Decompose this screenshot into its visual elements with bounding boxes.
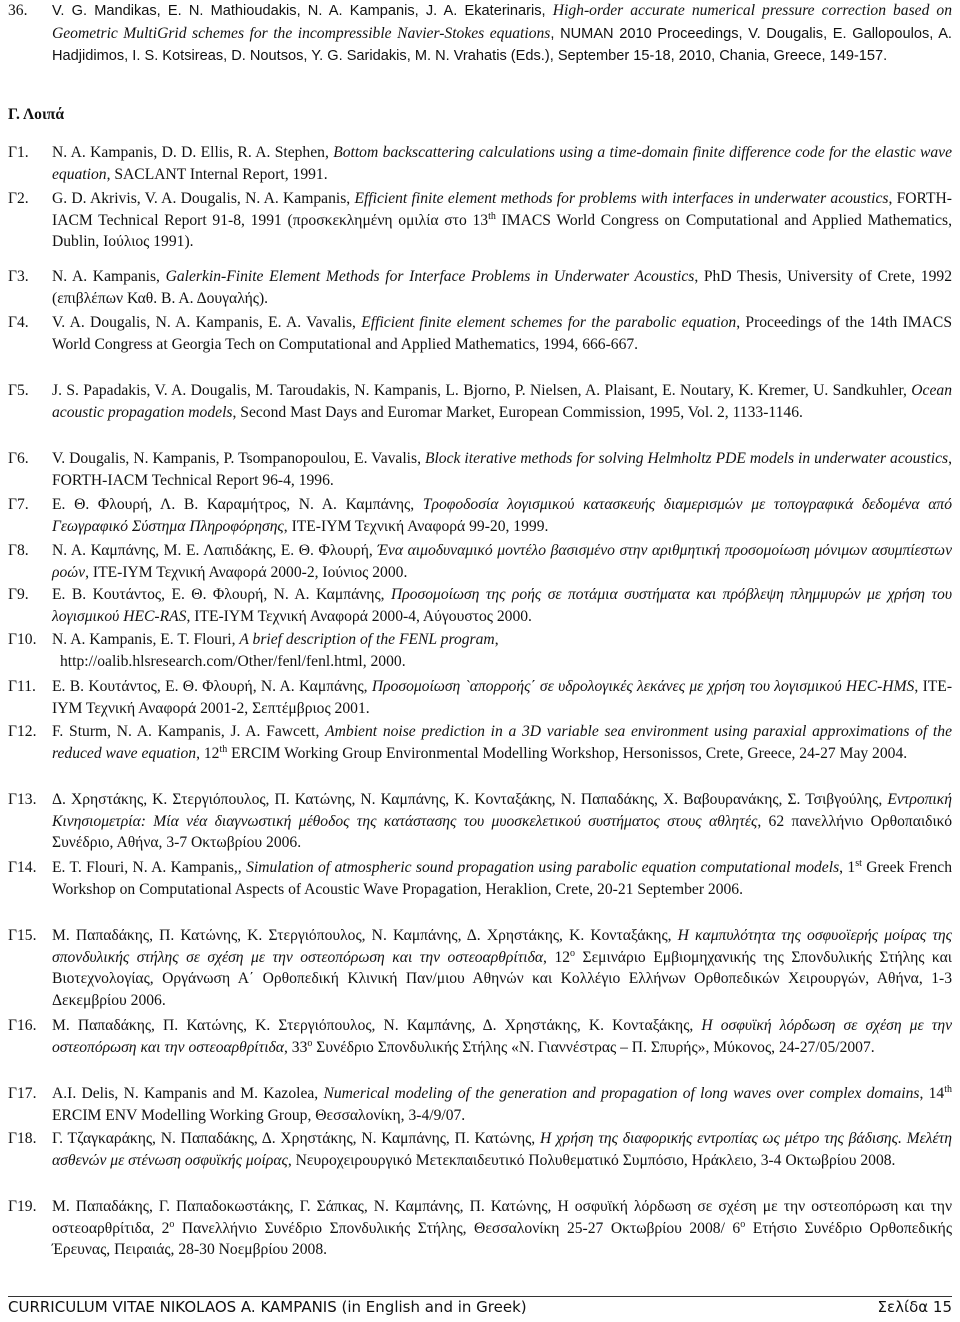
- reference-entry-g19: [8, 1196, 952, 1261]
- reference-number: Γ7.: [8, 496, 29, 513]
- reference-title: Προσομοίωση `απορροής΄ σε υδρολογικές λεκάνες με χρήση του λογισμικού HEC-HMS: [371, 678, 915, 695]
- reference-title: Efficient finite element schemes for the parabolic equation: [361, 314, 737, 331]
- reference-entry-g7: [8, 494, 952, 537]
- reference-title: Προσομοίωση της ροής σε ποτάμια συστήματα και πρόβλεψη πλημμυρών με χρήση του λογισμικού HEC-RAS: [52, 586, 952, 625]
- reference-text: Γ. Τζαγκαράκης, Ν. Παπαδάκης, Δ. Χρηστάκης, Ν. Καμπάνης, Π. Κατώνης, Η χρήση της διαφορικής εντροπίας ως μέτρο της βάδισης. Μελέτη ασθενών με στένωση οσφυϊκής μοίρας, Νευροχειρουργικό Μετεκπαιδευτικό Πολυθεματικό Συμπόσιο, Ηράκλειο, 3-4 Οκτωβρίου 2008.: [52, 1130, 952, 1169]
- reference-title: A brief description of the FENL program: [239, 631, 495, 648]
- reference-title: Bottom backscattering calculations using a time-domain finite difference code for the elastic wave equation: [52, 144, 952, 183]
- reference-entry-g16: [8, 1015, 952, 1058]
- reference-number: Γ14.: [8, 859, 37, 876]
- reference-url[interactable]: http://oalib.hlsresearch.com/Other/fenl/fenl.html: [60, 652, 363, 670]
- section-title: Γ. Λοιπά: [8, 106, 65, 123]
- reference-entry-g10: [8, 629, 952, 672]
- reference-title: Block iterative methods for solving Helmholtz PDE models in underwater acoustics: [424, 450, 949, 467]
- reference-entry-g4: [8, 312, 952, 355]
- reference-title: Η οσφυϊκή λόρδωση σε σχέση με την οστεοπόρωση και την οστεοαρθρίτιδα: [52, 1017, 952, 1056]
- reference-number: Γ2.: [8, 190, 29, 207]
- reference-text: Μ. Παπαδάκης, Γ. Παπαδοκωστάκης, Γ. Σάπκας, Ν. Καμπάνης, Π. Κατώνης, Η οσφυϊκή λόρδωση σε σχέση με την οστεοπόρωση και την οστεοαρθρίτιδα, $2^o$ Πανελλήνιο Συνέδριο Σπονδυλικής Στήλης, Θεσσαλονίκη 25-27 Οκτωβρίου 2008/ $6^o$ Ετήσιο Συνέδριο Ορθοπεδικής Έρευνας, Πειραιάς, 28-30 Νοεμβρίου 2008.: [52, 1198, 952, 1258]
- reference-number: Γ16.: [8, 1017, 37, 1034]
- reference-text: Ε. Β. Κουτάντος, Ε. Θ. Φλουρή, Ν. Α. Καμπάνης, Προσομοίωση της ροής σε ποτάμια συστήματα και πρόβλεψη πλημμυρών με χρήση του λογισμικού HEC-RAS, ΙΤΕ-ΙΥΜ Τεχνική Αναφορά 2000-4, Αύγουστος 2000.: [52, 586, 952, 625]
- reference-text: V. G. Mandikas, E. N. Mathioudakis, N. A. Kampanis, J. A. Ekaterinaris, High-order accurate numerical pressure correction based on Geometric MultiGrid schemes for the incompressible Navier-Stokes equations, NUMAN 2010 Proceedings, V. Dougalis, E. Gallopoulos, A. Hadjidimos, I. S. Kotsireas, D. Noutsos, Y. G. Saridakis, M. N. Vrahatis (Eds.), September 15-18, 2010, Chania, Greece, 149-157.: [52, 2, 952, 64]
- reference-entry-g5: [8, 380, 952, 423]
- reference-entry-g3: [8, 266, 952, 309]
- reference-entry-g9: [8, 584, 952, 627]
- page-number: Σελίδα 15: [877, 1298, 952, 1316]
- reference-text: N. A. Kampanis, D. D. Ellis, R. A. Stephen, Bottom backscattering calculations using a time-domain finite difference code for the elastic wave equation, SACLANT Internal Report, 1991.: [52, 144, 952, 183]
- reference-title: Numerical modeling of the generation and propagation of long waves over complex domains: [323, 1085, 920, 1102]
- reference-number: Γ6.: [8, 450, 29, 467]
- reference-text: E. T. Flouri, N. A. Kampanis,, Simulation of atmospheric sound propagation using parabolic equation computational models, 1st Greek French Workshop on Computational Aspects of Acoustic Wave Propagation, Heraklion, Crete, 20-21 September 2006.: [52, 857, 952, 898]
- reference-text: Μ. Παπαδάκης, Π. Κατώνης, Κ. Στεργιόπουλος, Ν. Καμπάνης, Δ. Χρηστάκης, Κ. Κονταξάκης, Η καμπυλότητα της οσφυοϊερής μοίρας της σπονδυλικής στήλης σε σχέση με την οστεοπόρωση και την οστεοαρθρίτιδα, $12^o$ Σεμινάριο Εμβιομηχανικής της Σπονδυλικής Στήλης και Βιοτεχνολογίας, Οργάνωση Α΄ Ορθοπεδική Κλινική Παν/μιου Αθηνών και Κολλέγιο Ελλήνων Ορθοπεδικών Χειρουργών, Αθήνα, 1-3 Δεκεμβρίου 2006.: [52, 927, 953, 1009]
- reference-number: 36.: [8, 2, 28, 19]
- reference-number: Γ9.: [8, 586, 29, 603]
- reference-number: Γ1.: [8, 144, 29, 161]
- reference-number: Γ8.: [8, 542, 29, 559]
- footer-title: CURRICULUM VITAE NIKOLAOS A. KAMPANIS (in English and in Greek): [8, 1298, 527, 1316]
- reference-entry-g13: [8, 789, 952, 854]
- reference-entry-g11: [8, 676, 952, 719]
- reference-number: Γ11.: [8, 678, 36, 695]
- reference-text: N. A. Kampanis, Galerkin-Finite Element Methods for Interface Problems in Underwater Acoustics, PhD Thesis, University of Crete, 1992 (επιβλέπων Καθ. Β. Α. Δουγαλής).: [52, 268, 952, 307]
- reference-title: Ένα αιμοδυναμικό μοντέλο βασισμένο στην αριθμητική προσομοίωση μόνιμων ασυμπίεστων ροών: [52, 542, 952, 581]
- reference-number: Γ3.: [8, 268, 29, 285]
- reference-number: Γ5.: [8, 382, 29, 399]
- reference-entry-g1: [8, 142, 952, 185]
- reference-title: Η καμπυλότητα της οσφυοϊερής μοίρας της σπονδυλικής στήλης σε σχέση με την οστεοπόρωση και την οστεοαρθρίτιδα: [52, 927, 952, 966]
- reference-entry-g12: [8, 721, 952, 764]
- reference-entry-g17: [8, 1083, 952, 1126]
- reference-number: Γ19.: [8, 1198, 37, 1215]
- reference-text: Ε. Β. Κουτάντος, Ε. Θ. Φλουρή, Ν. Α. Καμπάνης, Προσομοίωση `απορροής΄ σε υδρολογικές λεκάνες με χρήση του λογισμικού HEC-HMS, ΙΤΕ-ΙΥΜ Τεχνική Αναφορά 2001-2, Σεπτέμβριος 2001.: [52, 678, 953, 717]
- reference-number: Γ10.: [8, 631, 37, 648]
- reference-text: V. A. Dougalis, N. A. Kampanis, E. A. Vavalis, Efficient finite element schemes for the parabolic equation, Proceedings of the 14th IMACS World Congress at Georgia Tech on Computational and Applied Mathematics, 1994, 666-667.: [52, 314, 952, 353]
- reference-text: A.I. Delis, N. Kampanis and M. Kazolea, Numerical modeling of the generation and propagation of long waves over complex domains, 14th ERCIM ENV Modelling Working Group, Θεσσαλονίκη, 3-4/9/07.: [52, 1083, 953, 1124]
- reference-entry-36: [8, 0, 952, 68]
- reference-title: Ocean acoustic propagation models: [52, 382, 952, 421]
- reference-text: J. S. Papadakis, V. A. Dougalis, M. Taroudakis, N. Kampanis, L. Bjorno, P. Nielsen, A. Plaisant, E. Noutary, K. Kremer, U. Sandkuhler, Ocean acoustic propagation models, Second Mast Days and Euromar Market, European Commission, 1995, Vol. 2, 1133-1146.: [52, 382, 952, 421]
- reference-title: Simulation of atmospheric sound propagation using parabolic equation computational models: [246, 859, 840, 876]
- reference-entry-g14: [8, 857, 952, 900]
- reference-text: Ε. Θ. Φλουρή, Λ. Β. Καραμήτρος, Ν. Α. Καμπάνης, Τροφοδοσία λογισμικού κατασκευής διαμερισμών με τοπογραφικά δεδομένα από Γεωγραφικό Σύστημα Πληροφόρησης, ΙΤΕ-ΙΥΜ Τεχνική Αναφορά 99-20, 1999.: [52, 496, 952, 535]
- reference-title: Η χρήση της διαφορικής εντροπίας ως μέτρο της βάδισης. Μελέτη ασθενών με στένωση οσφυϊκής μοίρας: [52, 1130, 952, 1169]
- reference-text: G. D. Akrivis, V. A. Dougalis, N. A. Kampanis, Efficient finite element methods for problems with interfaces in underwater acoustics, FORTH-IACM Technical Report 91-8, 1991 (προσκεκλημένη ομιλία στο 13th IMACS World Congress on Computational and Applied Mathematics, Dublin, Ιούλιος 1991).: [52, 190, 953, 250]
- reference-text: F. Sturm, N. A. Kampanis, J. A. Fawcett, Ambient noise prediction in a 3D variable sea environment using paraxial approximations of the reduced wave equation, 12th ERCIM Working Group Environmental Modelling Workshop, Hersonissos, Crete, Greece, 24-27 May 2004.: [52, 723, 952, 762]
- reference-entry-g18: [8, 1128, 952, 1171]
- reference-title: Efficient finite element methods for problems with interfaces in underwater acoustics: [354, 190, 889, 207]
- reference-number: Γ13.: [8, 791, 37, 808]
- reference-title: Ambient noise prediction in a 3D variable sea environment using paraxial approximations of the reduced wave equation: [52, 723, 952, 762]
- reference-number: Γ17.: [8, 1085, 37, 1102]
- reference-title: High-order accurate numerical pressure correction based on Geometric MultiGrid schemes for the incompressible Navier-Stokes equations: [52, 2, 952, 42]
- reference-text: Δ. Χρηστάκης, Κ. Στεργιόπουλος, Π. Κατώνης, Ν. Καμπάνης, Κ. Κονταξάκης, Ν. Παπαδάκης, Χ. Βαβουρανάκης, Σ. Τσιβγούλης, Εντροπική Κινησιομετρία: Μία νέα διαγνωστική μέθοδος της κατάστασης του μυοσκελετικού συστήματος στους αθλητές, 62 πανελλήνιο Ορθοπαιδικό Συνέδριο, Αθήνα, 3-7 Οκτωβρίου 2006.: [52, 791, 952, 851]
- footer-divider: [8, 1296, 952, 1297]
- reference-number: Γ15.: [8, 927, 37, 944]
- reference-text: Ν. Α. Καμπάνης, Μ. Ε. Λαπιδάκης, Ε. Θ. Φλουρή, Ένα αιμοδυναμικό μοντέλο βασισμένο στην αριθμητική προσομοίωση μόνιμων ασυμπίεστων ροών, ΙΤΕ-ΙΥΜ Τεχνική Αναφορά 2000-2, Ιούνιος 2000.: [52, 542, 952, 581]
- reference-title: Τροφοδοσία λογισμικού κατασκευής διαμερισμών με τοπογραφικά δεδομένα από Γεωγραφικό Σύστημα Πληροφόρησης: [52, 496, 952, 535]
- reference-entry-g6: [8, 448, 952, 491]
- reference-text: V. Dougalis, N. Kampanis, P. Tsompanopoulou, E. Vavalis, Block iterative methods for solving Helmholtz PDE models in underwater acoustics, FORTH-IACM Technical Report 96-4, 1996.: [52, 450, 952, 489]
- reference-entry-g15: [8, 925, 952, 1011]
- reference-entry-g8: [8, 540, 952, 583]
- reference-text: Μ. Παπαδάκης, Π. Κατώνης, Κ. Στεργιόπουλος, Ν. Καμπάνης, Δ. Χρηστάκης, Κ. Κονταξάκης, Η οσφυϊκή λόρδωση σε σχέση με την οστεοπόρωση και την οστεοαρθρίτιδα, $33^o$ Συνέδριο Σπονδυλικής Στήλης «Ν. Γιαννέστρας – Π. Σπυρής», Μύκονος, 24-27/05/2007.: [52, 1017, 952, 1056]
- reference-text: N. A. Kampanis, E. T. Flouri, A brief description of the FENL program, http://oalib.hlsresearch.com/Other/fenl/fenl.html, 2000.: [52, 631, 499, 670]
- reference-number: Γ4.: [8, 314, 29, 331]
- reference-number: Γ18.: [8, 1130, 37, 1147]
- reference-entry-g2: [8, 188, 952, 253]
- reference-title: Galerkin-Finite Element Methods for Interface Problems in Underwater Acoustics: [165, 268, 695, 285]
- reference-number: Γ12.: [8, 723, 37, 740]
- reference-title: Εντροπική Κινησιομετρία: Μία νέα διαγνωστική μέθοδος της κατάστασης του μυοσκελετικού συστήματος στους αθλητές: [52, 791, 952, 830]
